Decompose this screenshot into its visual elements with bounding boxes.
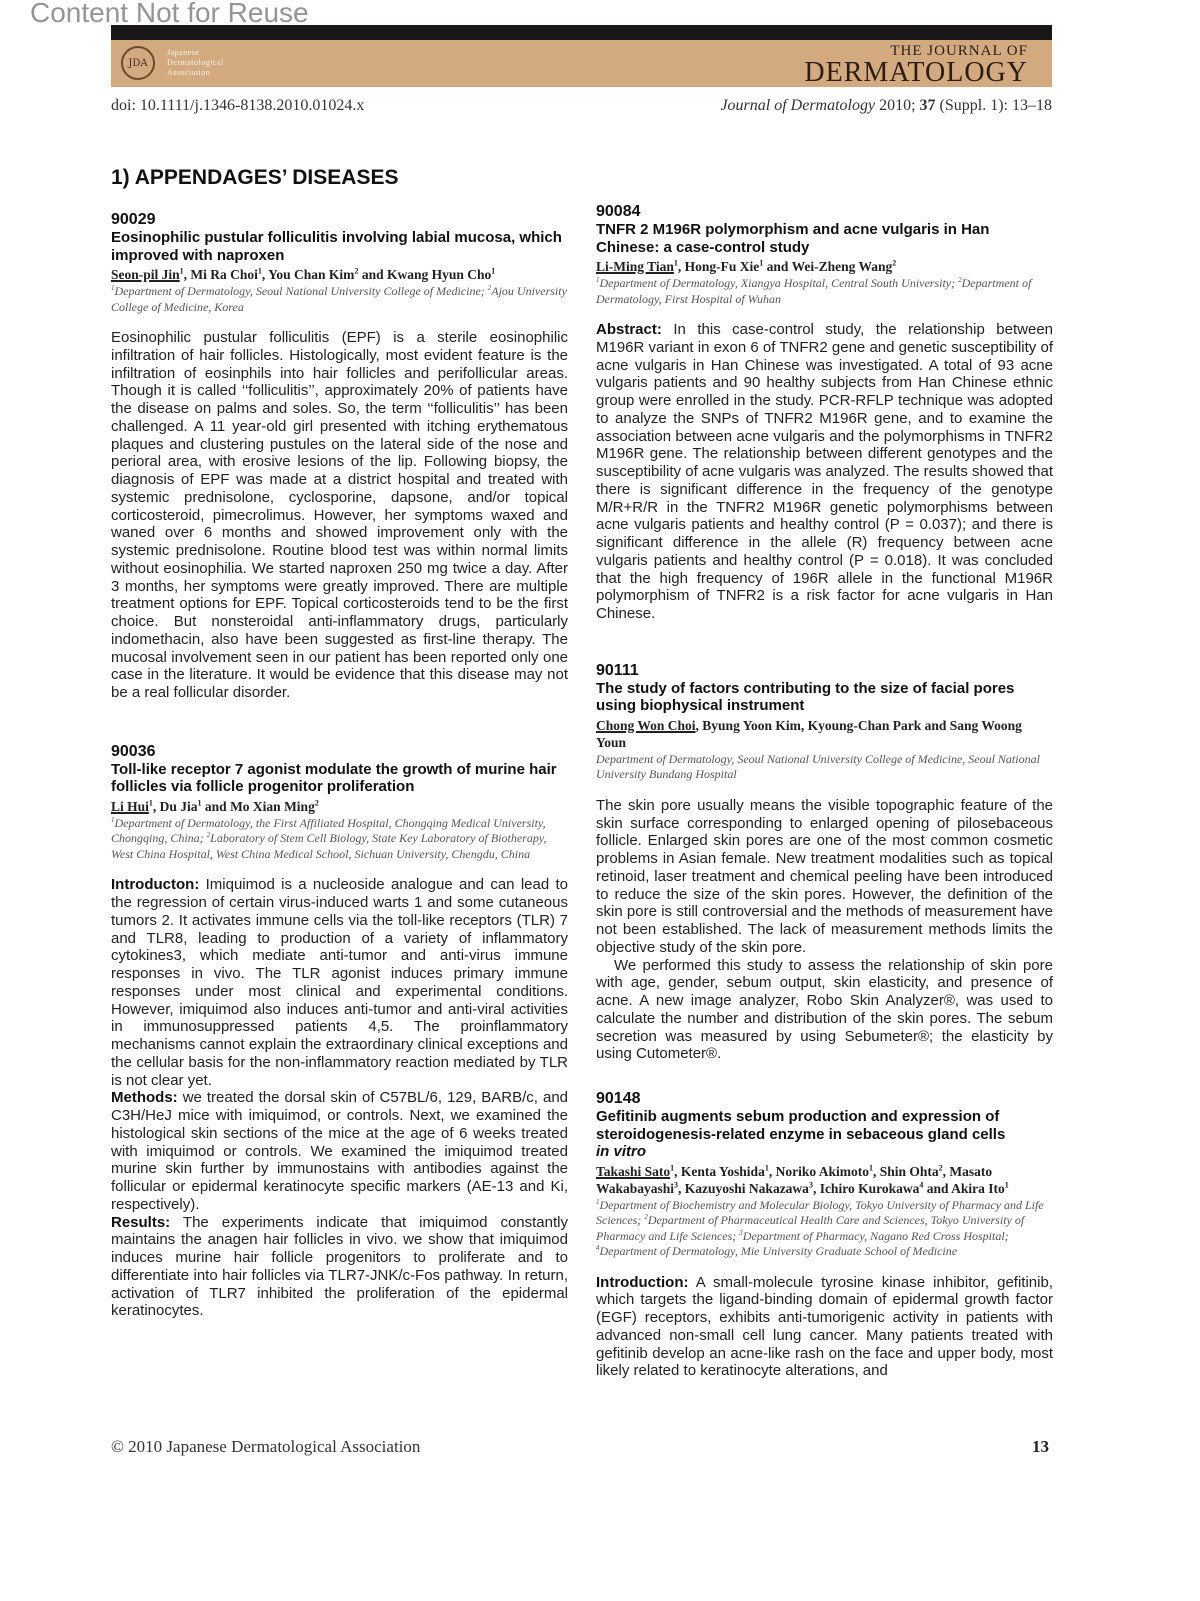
watermark: Content Not for Reuse xyxy=(30,0,309,28)
author-list xyxy=(111,798,568,815)
author-list xyxy=(596,258,1053,275)
presenting-author: Chong Won Choi xyxy=(596,717,696,733)
affiliations xyxy=(596,752,1053,783)
author-separator: , xyxy=(800,717,808,733)
abstract-body xyxy=(596,321,1053,623)
journal-title: DERMATOLOGY xyxy=(804,57,1028,88)
affiliation-text: Department of Pharmaceutical Health Care and Sciences, Tokyo University of Pharmacy and Life Sciences; xyxy=(596,1213,1025,1243)
author-separator: , xyxy=(678,1180,685,1196)
abstract-90084 xyxy=(596,202,1053,623)
paragraph-label: Abstract: xyxy=(596,321,662,338)
affiliation-text: Laboratory of Stem Cell Biology, State Key Laboratory of Biotherapy, West China Hospital, West China Medical School, Sichuan University, Chengdu, China xyxy=(111,831,547,861)
abstract-title xyxy=(596,1108,1053,1161)
author-separator: , xyxy=(695,717,703,733)
affiliation-text: Department of Dermatology, Mie University Graduate School of Medicine xyxy=(599,1244,958,1258)
author-affiliation-mark: 2 xyxy=(892,258,897,268)
affiliation-text: Department of Dermatology, Xiangya Hospital, Central South University; xyxy=(599,276,959,290)
author-separator: , xyxy=(674,1163,681,1179)
author-affiliation-mark: 2 xyxy=(938,1163,943,1172)
author-affiliation-mark: 4 xyxy=(919,1180,924,1189)
right-column xyxy=(596,202,1053,1380)
author-affiliation-mark: 1 xyxy=(1004,1180,1009,1189)
author-separator: and xyxy=(763,259,792,274)
affiliation-text: Department of Dermatology, Seoul National University College of Medicine, Seoul National University Bundang Hospital xyxy=(596,751,1040,782)
copyright: © 2010 Japanese Dermatological Association xyxy=(111,1437,421,1456)
abstract-90148 xyxy=(596,1089,1053,1380)
affiliation-text: Department of Biochemistry and Molecular Biology, Tokyo University of Pharmacy and Life Sciences; xyxy=(596,1197,1044,1227)
abstract-90111 xyxy=(596,661,1053,1063)
affiliation-mark: 4 xyxy=(596,1244,600,1252)
abstract-number: 90111 xyxy=(596,661,639,679)
author-separator: , xyxy=(768,1163,776,1179)
affiliation-mark: 2 xyxy=(958,276,962,284)
affiliations xyxy=(111,284,568,315)
abstract-title xyxy=(596,680,1053,715)
author: Akira Ito xyxy=(951,1180,1005,1196)
affiliation-text: Department of Pharmacy, Nagano Red Cross Hospital; xyxy=(742,1228,1009,1243)
paragraph-label: Introduction: xyxy=(596,1273,689,1291)
author: Shin Ohta xyxy=(879,1163,939,1179)
author: Wei-Zheng Wang xyxy=(791,259,893,274)
paragraph-text: In this case-control study, the relationship between M196R variant in exon 6 of TNFR2 gene and genetic susceptibility of acne vulgaris in Han Chinese was investigated. A total of 93 acne vulgaris patients and 90 healthy subjects from Han Chinese ethnic group were enrolled in the study. PCR-RFLP technique was adopted to analyze the SNPs of TNFR2 M196R gene, and to examine the association between acne vulgaris and the polymorphisms in TNFR2 M196R gene. The relationship between different genotypes and the susceptibility of acne vulgaris was analyzed. The results showed that there is significant difference in the frequency of the genotype M/R+R/R in the TNFR2 M196R genetic polymorphisms between acne vulgaris patients and healthy control (P = 0.037); and there is significant difference in the allele (R) frequency between acne vulgaris patients and healthy control (P = 0.018). It was concluded that the high frequency of 196R allele in the functional M196R polymorphism of TNFR2 is a risk factor for acne vulgaris in Han Chinese. xyxy=(596,321,1054,622)
journal-title-small: THE JOURNAL OF xyxy=(890,43,1028,59)
affiliation-text: Ajou University College of Medicine, Korea xyxy=(111,284,567,314)
author: Kazuyoshi Nakazawa xyxy=(684,1180,809,1196)
paragraph-text: We performed this study to assess the relationship of skin pore with age, gender, sebum output, skin elasticity, and presence of acne. A new image analyzer, Robo Skin Analyzer®, was used to calculate the number and distribution of the skin pores. The sebum secretion was measured by using Sebumeter®; the elasticity by using Cutometer®. xyxy=(596,956,1053,1063)
paragraph-label: Methods: xyxy=(111,1089,178,1107)
author: Noriko Akimoto xyxy=(775,1163,869,1179)
author: Kenta Yoshida xyxy=(680,1163,765,1179)
author: Du Jia xyxy=(159,798,198,814)
association-name xyxy=(167,48,224,78)
author-affiliation-mark: 2 xyxy=(354,266,359,276)
author-affiliation-mark: 1 xyxy=(868,1163,873,1172)
affiliation-mark: 1 xyxy=(111,284,115,292)
abstract-body xyxy=(596,797,1053,1063)
author: Sang Woong Youn xyxy=(596,717,1022,750)
abstract-title-italic: in vitro xyxy=(596,1143,647,1160)
author-affiliation-mark: 1 xyxy=(179,266,184,276)
abstract-paragraph xyxy=(596,797,1053,957)
abstract-90036 xyxy=(111,742,568,1320)
association-name-line: Dermatological xyxy=(167,58,224,67)
author-affiliation-mark: 1 xyxy=(148,798,153,808)
citation-year: 2010; xyxy=(875,97,920,114)
author-list xyxy=(596,717,1053,751)
affiliation-mark: 2 xyxy=(206,831,211,840)
author-list xyxy=(111,266,568,283)
author-affiliation-mark: 3 xyxy=(674,1180,679,1189)
author-separator: and xyxy=(921,717,950,733)
citation-volume: 37 xyxy=(919,97,936,114)
presenting-author: Seon-pil Jin xyxy=(111,267,180,282)
author-separator: , xyxy=(872,1163,880,1179)
affiliation-mark: 1 xyxy=(596,1197,600,1206)
author-affiliation-mark: 2 xyxy=(314,798,319,808)
affiliation-text: Department of Dermatology, the First Affiliated Hospital, Chongqing Medical University, Chongqing, China; xyxy=(111,815,546,846)
abstract-title xyxy=(111,761,568,796)
abstract-number: 90029 xyxy=(111,211,156,228)
association-name-line: Association xyxy=(167,68,211,77)
presenting-author: Li-Ming Tian xyxy=(596,259,674,274)
abstract-paragraph xyxy=(111,1089,568,1213)
affiliations xyxy=(596,1198,1053,1260)
paragraph-text: Eosinophilic pustular folliculitis (EPF) is a sterile eosinophilic infiltration of hair follicles. Histologically, most evident feature is the infiltration of eosinphils into hair follicles and perifollicular areas. Though it is called ‘‘folliculitis’’, approximately 20% of patients have the disease on palms and soles. So, the term ‘‘folliculitis’’ has been challenged. A 11 year-old girl presented with itching erythematous plaques and clustering pustules on the lateral side of the nose and perioral area, with erosive lesions of the lip. Following biopsy, the diagnosis of EPF was made at a district hospital and treated with systemic prednisolone, cyclosporine, dapsone, and/or topical corticosteroid, pimecrolimus. However, her symptoms waxed and waned over 6 months and showed improvement only with the systemic prednisolone. Routine blood test was within normal limits without eosinophilia. We started naproxen 250 mg twice a day. After 3 months, her symptoms were greatly improved. There are multiple treatment options for EPF. Topical corticosteroids tend to be the first choice. But nonsteroidal anti-inflammatory drugs, particularly indomethacin, also have been suggested as first-line therapy. The mucosal involvement seen in our patient has been reported only one case in the literature. It would be evidence that this disease may not be a real follicular disorder. xyxy=(111,329,568,701)
author-affiliation-mark: 3 xyxy=(808,1180,813,1189)
author-separator: and xyxy=(923,1180,952,1196)
paragraph-text: we treated the dorsal skin of C57BL/6, 129, BARB/c, and C3H/HeJ mice with imiquimod, or controls. Next, we examined the histological skin sections of the mice at the age of 6 weeks treated with imiquimod or controls. We examined the imiquimod treated murine skin further by immunostains with antibodies against the follicular or epidermal keratinocyte specific markers (AE-13 and Ki, respectively). xyxy=(111,1089,568,1213)
association-seal-logo xyxy=(121,46,155,80)
author-separator: , xyxy=(183,267,191,282)
doi: doi: 10.1111/j.1346-8138.2010.01024.x xyxy=(111,97,365,114)
author: Kwang Hyun Cho xyxy=(386,267,492,282)
author-affiliation-mark: 1 xyxy=(491,266,496,276)
affiliation-mark: 2 xyxy=(644,1213,648,1221)
abstract-paragraph xyxy=(111,329,568,702)
author: Byung Yoon Kim xyxy=(702,717,801,733)
abstract-title-text: TNFR 2 M196R polymorphism and acne vulgaris in Han Chinese: a case-control study xyxy=(596,221,990,256)
author: Masato Wakabayashi xyxy=(596,1163,993,1196)
paragraph-text: Imiquimod is a nucleoside analogue and can lead to the regression of certain virus-induced warts 1 and some cutaneous tumors 2. It activates immune cells via the toll-like receptors (TLR) 7 and TLR8, leading to production of a variety of inflammatory cytokines3, which mediate anti-tumor and anti-virus immune responses in vivo. The TLR agonist induces primary immune responses under most clinical and experimental conditions. However, imiquimod also induces anti-tumor and anti-viral activities in immunosuppressed patients 4,5. The proinflammatory mechanisms cannot explain the extraordinary clinical exceptions and the cellular basis for the non-inflammatory reaction mediated by TLR is not clear yet. xyxy=(111,876,568,1089)
author: Mo Xian Ming xyxy=(230,798,315,814)
abstract-body xyxy=(596,1274,1053,1381)
author-separator: , xyxy=(261,267,269,282)
seal-text: JDA xyxy=(128,57,148,69)
author-separator: , xyxy=(677,259,685,274)
abstract-title-text: The study of factors contributing to the size of facial pores using biophysical instrument xyxy=(596,679,1015,715)
affiliation-text: Department of Dermatology, First Hospital of Wuhan xyxy=(596,276,1032,306)
author-separator: and xyxy=(358,267,387,282)
affiliations xyxy=(596,276,1053,307)
author-separator: , xyxy=(942,1163,950,1179)
abstract-title-text: Eosinophilic pustular folliculitis involving labial mucosa, which improved with naproxen xyxy=(111,229,562,264)
abstract-paragraph xyxy=(596,1274,1053,1381)
author-affiliation-mark: 1 xyxy=(257,266,262,276)
page-number: 13 xyxy=(1032,1437,1049,1456)
paragraph-text: The skin pore usually means the visible topographic feature of the skin surface corresponding to enlarged opening of pilosebaceous follicle. Enlarged skin pores are one of the most common cosmetic problems in Asian female. New treatment modalities such as topical retinoid, laser treatment and chemical peeling have been introduced to reduce the size of the skin pores. However, the definition of the skin pore is still controversial and the methods of measurement have not been established. The lack of measurement methods limits the objective study of the skin pore. xyxy=(596,796,1053,956)
section-heading: 1) APPENDAGES’ DISEASES xyxy=(111,166,399,189)
author-affiliation-mark: 1 xyxy=(673,258,678,268)
author: Ichiro Kurokawa xyxy=(819,1180,920,1196)
abstract-title xyxy=(111,229,568,264)
author-affiliation-mark: 1 xyxy=(764,1163,769,1172)
affiliation-mark: 2 xyxy=(487,284,492,292)
affiliation-text: Department of Dermatology, Seoul National University College of Medicine; xyxy=(114,284,488,298)
paragraph-text: The experiments indicate that imiquimod constantly maintains the anagen hair follicles in vivo. we show that imiquimod induces murine hair follicle progenitors to proliferate and to differentiate into hair follicles via TLR7-JNK/c-Fos pathway. In return, activation of TLR7 inhibited the proliferation of the epidermal keratinocytes. xyxy=(111,1213,568,1320)
citation-pages: (Suppl. 1): 13–18 xyxy=(935,97,1052,114)
citation-journal: Journal of Dermatology xyxy=(720,97,876,114)
abstract-body xyxy=(111,876,568,1320)
affiliation-mark: 1 xyxy=(596,276,600,284)
presenting-author: Li Hui xyxy=(111,798,149,814)
abstract-title xyxy=(596,221,1053,256)
affiliation-mark: 3 xyxy=(739,1228,743,1237)
abstract-title-text: Gefitinib augments sebum production and expression of steroidogenesis-related enzyme in sebaceous gland cells xyxy=(596,1108,1006,1143)
affiliation-mark: 1 xyxy=(111,815,115,824)
abstract-number: 90036 xyxy=(111,742,156,760)
abstract-body xyxy=(111,329,568,702)
author-affiliation-mark: 1 xyxy=(670,1163,675,1172)
affiliations xyxy=(111,816,568,863)
abstract-number: 90084 xyxy=(596,203,641,220)
author-separator: and xyxy=(201,798,231,814)
abstract-title-text: Toll-like receptor 7 agonist modulate the growth of murine hair follicles via follicle progenitor proliferation xyxy=(111,760,557,796)
author: Hong-Fu Xie xyxy=(684,259,760,274)
author-affiliation-mark: 1 xyxy=(197,798,202,808)
author: Kyoung-Chan Park xyxy=(807,717,922,733)
paragraph-text: A small-molecule tyrosine kinase inhibitor, gefitinib, which targets the ligand-binding domain of epidermal growth factor (EGF) receptors, exhibits anti-tumorigenic activity in patients with advanced non-small cell lung cancer. Many patients treated with gefitinib develop an acne-like rash on the face and upper body, most likely related to keratinocyte alterations, and xyxy=(596,1273,1053,1380)
author-separator: , xyxy=(812,1180,820,1196)
journal-banner xyxy=(111,40,1052,87)
abstract-paragraph xyxy=(111,1214,568,1321)
author: You Chan Kim xyxy=(268,267,355,282)
paragraph-label: Results: xyxy=(111,1213,171,1231)
presenting-author: Takashi Sato xyxy=(596,1163,671,1179)
author-affiliation-mark: 1 xyxy=(759,258,764,268)
citation xyxy=(720,97,1052,115)
author-list xyxy=(596,1163,1053,1197)
abstract-paragraph xyxy=(596,321,1053,623)
abstract-number: 90148 xyxy=(596,1090,641,1107)
author: Mi Ra Choi xyxy=(190,267,258,282)
abstract-paragraph xyxy=(596,957,1053,1064)
association-name-line: Japanese xyxy=(167,48,200,57)
left-column xyxy=(111,210,568,1320)
abstract-paragraph xyxy=(111,876,568,1089)
paragraph-label: Introducton: xyxy=(111,876,200,894)
author-separator: , xyxy=(152,798,160,814)
abstract-90029 xyxy=(111,210,568,702)
